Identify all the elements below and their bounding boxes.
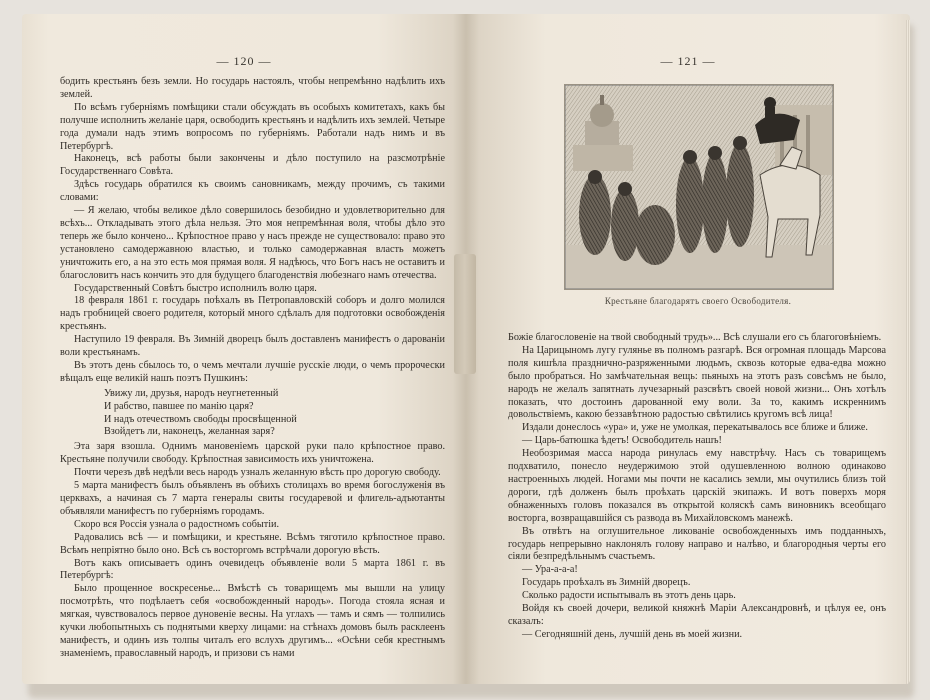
paragraph: Наконецъ, всѣ работы были закончены и дѣло поступило на разсмотрѣніе Государственнаго Совѣта. (60, 153, 445, 178)
paragraph: Необозримая масса народа ринулась ему навстрѣчу. Насъ съ товарищемъ подхватило, понесло неудержимою этой одушевленною волною одинаково настроенныхъ людей. Ногами мы почти не касались земли, мы очутились близъ той дороги, гдѣ долженъ былъ проѣхать царскій экипажъ. И вотъ поверхъ моря обнаженныхъ головъ показался въ открытой коляскѣ самъ виновникъ всеобщаго восторга, возвращавшійся съ развода въ Михайловскомъ манежѣ. (508, 448, 886, 524)
paragraph: Издали донеслось «ура» и, уже не умолкая, перекатывалось все ближе и ближе. (522, 422, 868, 434)
poem-line: Увижу ли, друзья, народъ неугнетенный (104, 387, 279, 399)
engraving-illustration (564, 84, 834, 290)
paragraph: 18 февраля 1861 г. государь поѣхалъ въ Петропавловскій соборъ и долго молился надъ гробницей своего родителя, который много сдѣлалъ для подготовки освобожденія крестьянъ. (60, 295, 445, 333)
paragraph: Въ этотъ день сбылось то, о чемъ мечтали лучшіе русскіе люди, о чемъ пророчески вѣщалъ еще великій нашъ поэтъ Пушкинъ: (60, 359, 445, 384)
right-page (466, 14, 910, 684)
paragraph: Радовались всѣ — и помѣщики, и крестьяне. Всѣмъ тяготило крѣпостное право. Всѣмъ непріятно было оно. Всѣ съ восторгомъ встрѣчали дорогую вѣсть. (60, 531, 445, 556)
right-page-number: — 121 — (660, 54, 716, 68)
poem-line: Взойдетъ ли, наконецъ, желанная заря? (104, 426, 275, 438)
paragraph: бодить крестьянъ безъ земли. Но государь настоялъ, чтобы непремѣнно надѣлить ихъ землей. (60, 76, 445, 100)
illustration-caption: Крестьяне благодарятъ своего Освободителя. (604, 296, 792, 306)
left-page (22, 14, 466, 684)
poem-quote (104, 388, 445, 440)
paragraph: Сколько радости испытывалъ въ этотъ день царь. (522, 590, 736, 602)
left-page-text (60, 76, 445, 661)
paragraph: Здѣсь государь обратился къ своимъ сановникамъ, между прочимъ, съ такими словами: (60, 179, 445, 204)
right-page-text (508, 332, 886, 642)
paragraph: На Царицыномъ лугу гулянье въ полномъ разгарѣ. Вся огромная площадь Марсова поля кишѣла празднично-разряженными людьмъ, сквозь которые едва-едва можно было пробраться. Но замѣчательная вещь: пьяныхъ на этотъ разъ совсѣмъ не было, народъ не желалъ запятнать лучезарный разсвѣтъ своей новой жизни... Онъ хотѣлъ показать, что достоинъ дарованной ему воли. За то, какимъ искреннимъ довольствіемъ, какою беззавѣтною радостью свѣтились кругомъ всѣ лица! (508, 344, 886, 421)
book-binding-thread (454, 254, 476, 374)
paragraph: — Царь-батюшка ѣдетъ! Освободитель нашъ! (522, 435, 722, 447)
poem-line: И надъ отечествомъ свободы просвѣщенной (104, 413, 297, 425)
paragraph: Государственный Совѣтъ быстро исполнилъ волю царя. (74, 282, 317, 294)
paragraph: Почти черезъ двѣ недѣли весь народъ узналъ желанную вѣсть про дорогую свободу. (74, 467, 441, 479)
paragraph: Государь проѣхалъ въ Зимній дворецъ. (522, 577, 691, 589)
paragraph: Наступило 19 февраля. Въ Зимній дворецъ былъ доставленъ манифестъ о дарованіи воли крестьянамъ. (60, 334, 445, 359)
paragraph: Было прощенное воскресенье... Вмѣстѣ съ товарищемъ мы вышли на улицу посмотрѣть, что подѣлаетъ себя «освобожденный народъ». Погода стояла ясная и мягкая, чувствовалось первое дуновеніе весны. На углахъ — тамъ и сямъ — толпились кучки любопытныхъ съ поднятыми кверху лицами: на стѣнахъ домовъ былъ расклеенъ манифестъ, и одинъ изъ толпы читалъ его вслухъ другимъ... «Осѣни себя крестнымъ знаменіемъ, православный народъ, и призови съ нами (60, 583, 445, 659)
page-edges (906, 20, 910, 684)
left-page-number: — 120 — (216, 54, 272, 68)
paragraph: Войдя къ своей дочери, великой княжнѣ Маріи Александровнѣ, и цѣлуя ее, онъ сказалъ: (508, 603, 886, 627)
paragraph: 5 марта манифестъ былъ объявленъ въ обѣихъ столицахъ во время богослуженія въ церквахъ, а начиная съ 7 марта генералы свиты государевой и флигель-адъютанты объявляли манифестъ по губерніямъ городамъ. (60, 480, 445, 517)
paragraph: Эта заря взошла. Однимъ мановеніемъ царской руки пало крѣпостное право. Крестьяне получили свободу. Крѣпостная зависимость ихъ уничтожена. (60, 441, 445, 466)
paragraph: По всѣмъ губерніямъ помѣщики стали обсуждать въ особыхъ комитетахъ, какъ бы получше исполнить желаніе царя, освободить крестьянъ и надѣлить ихъ землей. Четыре года думали надъ этимъ вопросомъ по губерніямъ. Работали надъ нимъ и въ Петербургѣ. (60, 101, 445, 152)
open-book (22, 14, 910, 692)
paragraph: Въ отвѣтъ на оглушительное ликованіе освобожденныхъ имъ подданныхъ, государь непрерывно наклонялъ голову направо и налѣво, и благородныя черты его сіяли безпредѣльнымъ счастьемъ. (508, 525, 886, 563)
poem-line: И рабство, павшее по манію царя? (104, 400, 254, 412)
paragraph: — Ура-а-а-а! (522, 564, 578, 576)
engraving-picture (565, 85, 833, 289)
paragraph: — Сегодняшній день, лучшій день въ моей жизни. (522, 628, 743, 640)
paragraph: Скоро вся Россія узнала о радостномъ событіи. (74, 518, 280, 530)
paragraph: Божіе благословеніе на твой свободный трудъ»... Всѣ слушали его съ благоговѣніемъ. (508, 332, 882, 343)
paragraph: Вотъ какъ описываетъ одинъ очевидецъ объявленіе воли 5 марта 1861 г. въ Петербургѣ: (60, 557, 445, 582)
paragraph: — Я желаю, чтобы великое дѣло совершилось безобидно и удовлетворительно для всѣхъ... Откладывать этого дѣла нельзя. Это моя непремѣнная воля, чтобы дѣло это теперь же было кончено... Крѣпостное право у насъ прежде не существовало: право это установлено самодержавною властью, и только самодержавная власть можетъ уничтожить его, а на это есть моя прямая воля. Я надѣюсь, что Богъ насъ не оставитъ и благословитъ насъ кончить это для будущего благоденствія любезнаго намъ отечества. (60, 205, 445, 281)
